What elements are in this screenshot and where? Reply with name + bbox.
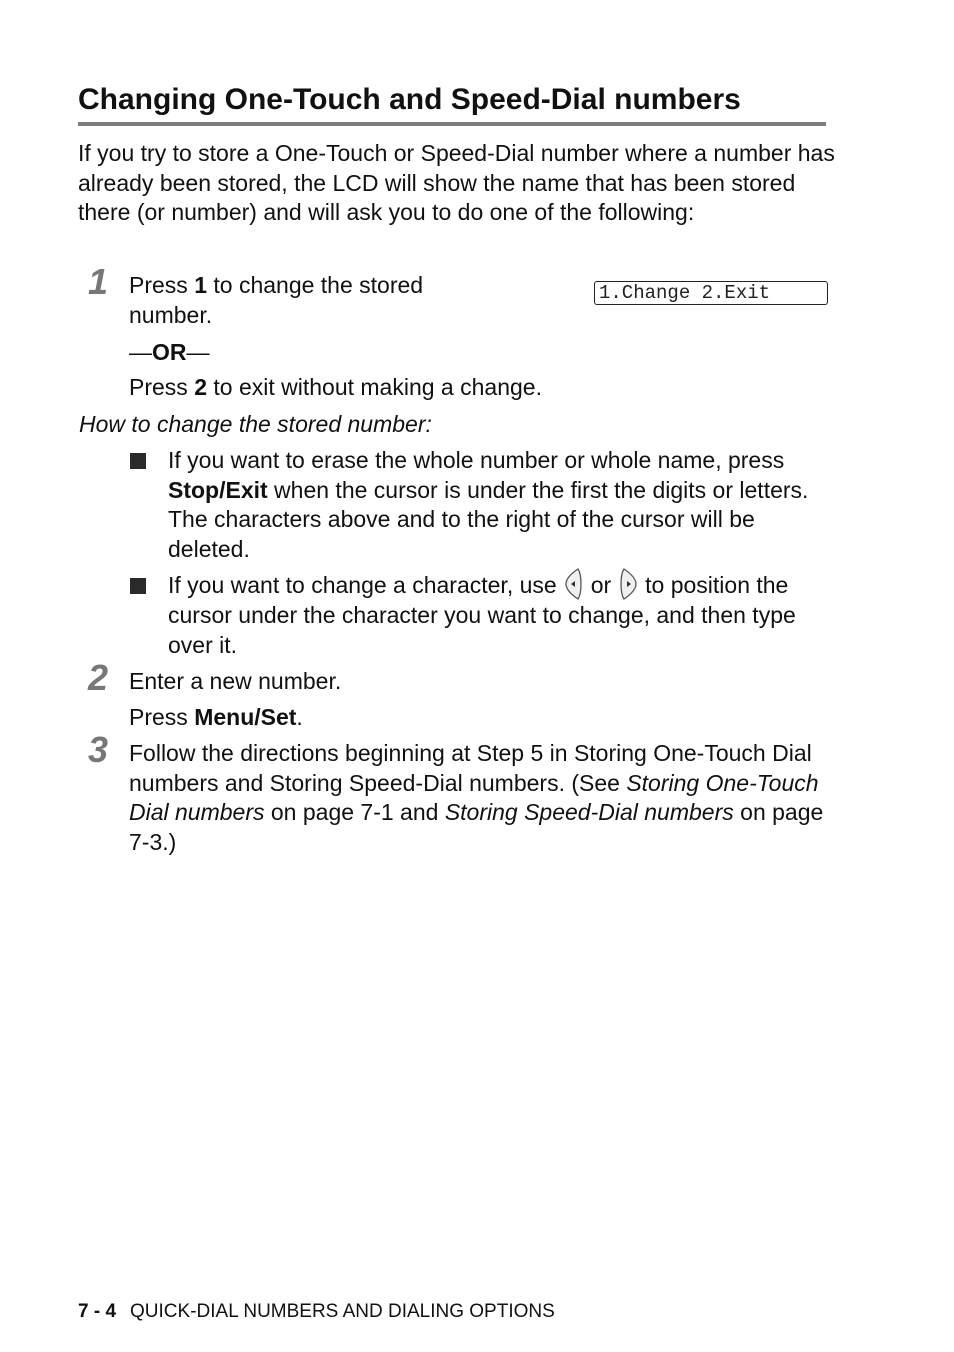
step-2-text: Enter a new number. xyxy=(129,668,342,694)
step-2-press: Press Menu/Set. xyxy=(129,704,303,730)
left-arrow-key-icon xyxy=(563,567,585,601)
section-title: QUICK-DIAL NUMBERS AND DIALING OPTIONS xyxy=(130,1301,555,1322)
key-1: 1 xyxy=(194,272,207,298)
ref-storing-speed-dial: Storing Speed-Dial numbers xyxy=(444,799,734,826)
page-title: Changing One-Touch and Speed-Dial numbers xyxy=(78,82,826,126)
bullet-square-icon xyxy=(130,453,146,469)
page-number: 7 - 4 xyxy=(78,1301,117,1322)
step-1-alt-text: Press 2 to exit without making a change. xyxy=(129,374,542,400)
stop-exit-key: Stop/Exit xyxy=(168,476,268,503)
ref-storing-one-touch: Storing One-Touch Dial numbers xyxy=(129,769,819,826)
page-footer xyxy=(78,1300,555,1324)
bullet-1-text: If you want to erase the whole number or whole name, press Stop/Exit when the cursor is under the first the digits or letters. The characters above and to the right of the cursor will be deleted. xyxy=(168,447,809,563)
how-to-subheading: How to change the stored number: xyxy=(79,411,432,437)
right-arrow-key-icon xyxy=(617,567,639,601)
bullet-square-icon xyxy=(130,578,146,594)
or-separator: —OR— xyxy=(129,339,210,365)
lcd-display: 1.Change 2.Exit xyxy=(594,281,828,305)
step-2-number: 2 xyxy=(88,657,109,698)
menu-set-key: Menu/Set xyxy=(194,704,297,730)
step-3-number: 3 xyxy=(88,729,109,770)
step-3-text: Follow the directions beginning at Step 5 in Storing One-Touch Dial numbers and Storing Speed-Dial numbers. (See Storing One-Touch Dial numbers on page 7-1 and Storing Speed-Dial numbers on page 7-3.) xyxy=(129,740,824,856)
intro-paragraph: If you try to store a One-Touch or Speed-Dial number where a number has already been stored, the LCD will show the name that has been stored there (or number) and will ask you to do one of the following: xyxy=(78,140,835,226)
bullet-2-text: If you want to change a character, use or to position the cursor under the character you want to change, and then type over it. xyxy=(168,571,828,660)
key-2: 2 xyxy=(194,374,207,400)
step-1-number: 1 xyxy=(88,261,109,302)
step-1-text: Press 1 to change the stored number. xyxy=(129,272,424,328)
